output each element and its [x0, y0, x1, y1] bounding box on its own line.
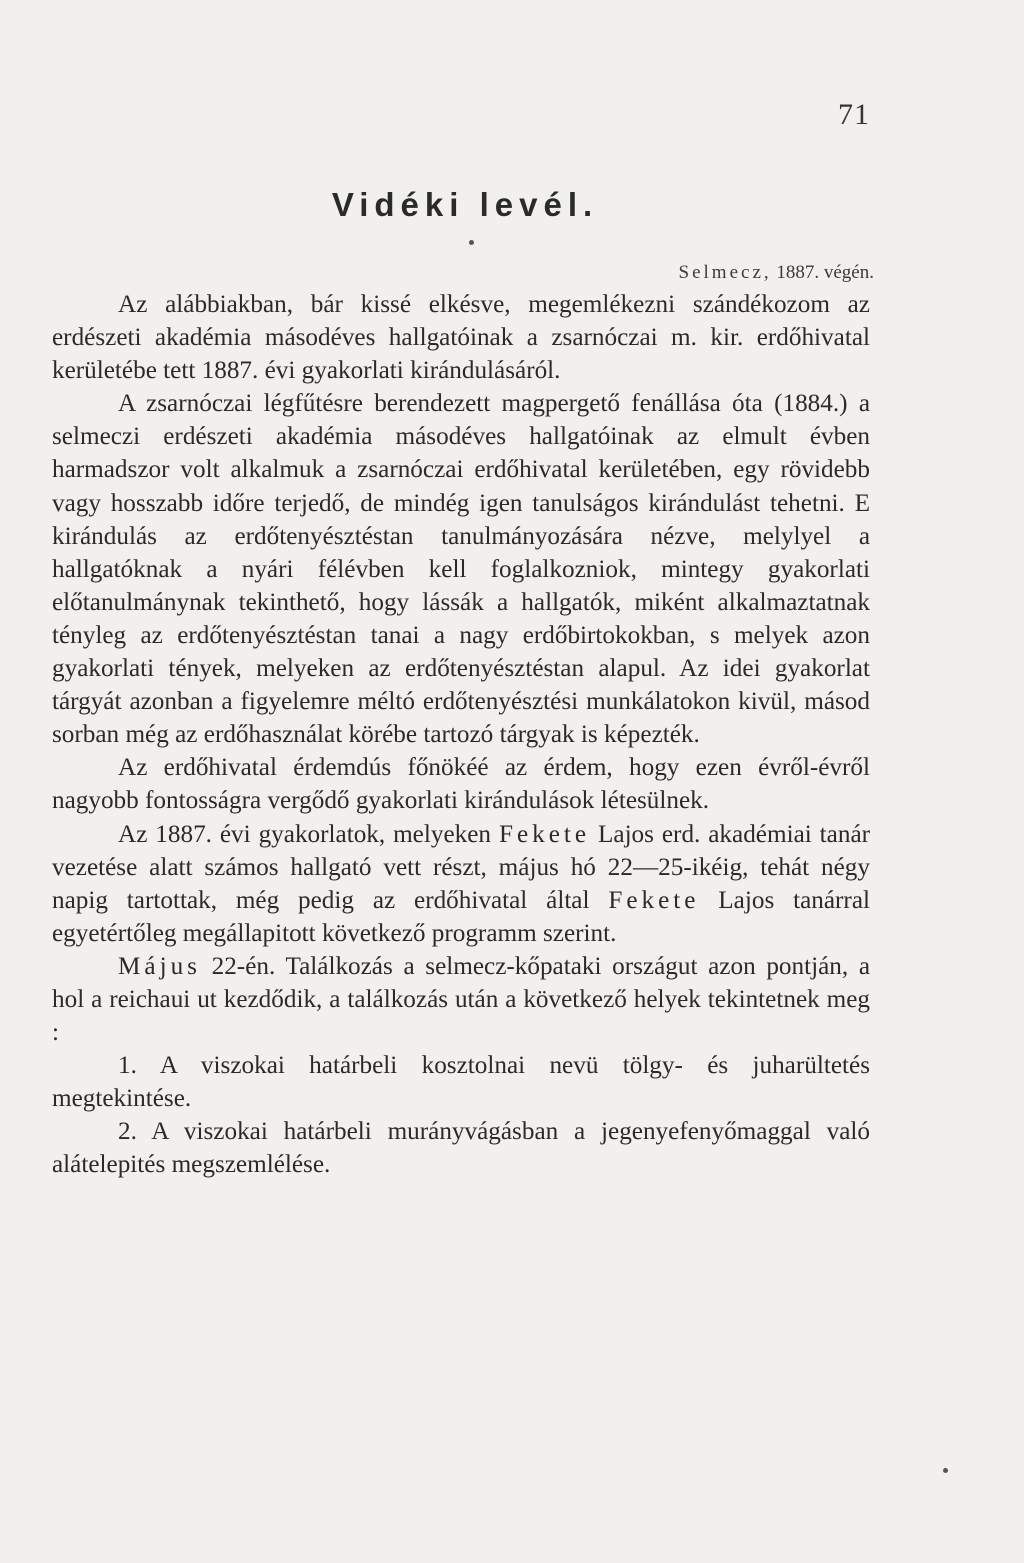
paragraph-text: Lajos erd. akadémiai tanár vezetése alatt számos hallgató vett részt, május hó 22—25-ikéig, tehát négy napig tartottak, még pedig az erdőhivatal által	[52, 820, 871, 914]
paragraph-text: 1. A viszokai határbeli kosztolnai nevü tölgy- és juharültetés megtekintése.	[52, 1052, 870, 1113]
paragraph-text: A zsarnóczai légfűtésre berendezett magpergető fenállása óta (1884.) a selmeczi erdészeti akadémia másodéves hallgatóinak az elmult évben harmadszor volt alkalmuk a zsarnóczai erdőhivatal kerületében, egy rövidebb vagy hosszabb időre terjedő, de mindég igen tanulságos kirándulást tehetni. E kirándulás az erdőtenyésztéstan tanulmányozására nézve, melylyel a hallgatóknak a nyári félévben kell foglalkozniok, mintegy gyakorlati előtanulmánynak tekinthető, hogy lássák a hallgatók, miként alkalmaztatnak tényleg az erdőtenyésztéstan tanai a nagy erdőbirtokokban, s melyek azon gyakorlati tények, melyeken az erdőtenyésztéstan alapul. Az idei gyakorlat tárgyát azonban a figyelemre méltó erdőtenyésztési munkálatokon kivül, másod sorban még az erdőhasználat körébe tartozó tárgyak is képezték.	[52, 390, 870, 749]
paragraph	[52, 1049, 870, 1115]
article-body	[52, 288, 870, 1182]
paragraph	[52, 1115, 870, 1181]
paragraph	[52, 387, 870, 751]
paragraph	[52, 751, 870, 817]
paragraph	[52, 288, 870, 387]
paragraph-text: 22-én. Találkozás a selmecz-kőpataki országut azon pontján, a hol a reichaui ut kezdődik, a találkozás után a következő helyek tekintetnek meg :	[52, 952, 870, 1047]
print-speck	[943, 1468, 948, 1473]
dateline-place: Selmecz,	[678, 262, 772, 283]
paragraph-text: Az alábbiakban, bár kissé elkésve, megemlékezni szándékozom az erdészeti akadémia másodéves hallgatóinak a zsarnóczai m. kir. erdőhivatal kerületébe tett 1887. évi gyakorlati kirándulásáról.	[52, 291, 870, 385]
spaced-name: Fekete	[608, 886, 700, 914]
spaced-name: Május	[118, 952, 201, 980]
paragraph	[52, 818, 870, 950]
dateline-date: 1887. végén.	[776, 262, 874, 283]
dateline	[679, 262, 874, 284]
paragraph	[52, 950, 870, 1049]
paragraph-text: Lajos tanárral egyetértőleg megállapitott következő programm szerint.	[52, 886, 870, 947]
paragraph-text: Az 1887. évi gyakorlatok, melyeken	[118, 820, 499, 848]
print-speck	[469, 240, 474, 245]
page-number: 71	[838, 98, 870, 131]
article-title: Vidéki levél.	[331, 186, 599, 223]
paragraph-text: 2. A viszokai határbeli murányvágásban a jegenyefenyőmaggal való alátelepités megszemlélése.	[52, 1118, 870, 1179]
paragraph-text: Az erdőhivatal érdemdús főnökéé az érdem, hogy ezen évről-évről nagyobb fontosságra vergődő gyakorlati kirándulások létesülnek.	[52, 754, 870, 815]
spaced-name: Fekete	[498, 820, 591, 848]
